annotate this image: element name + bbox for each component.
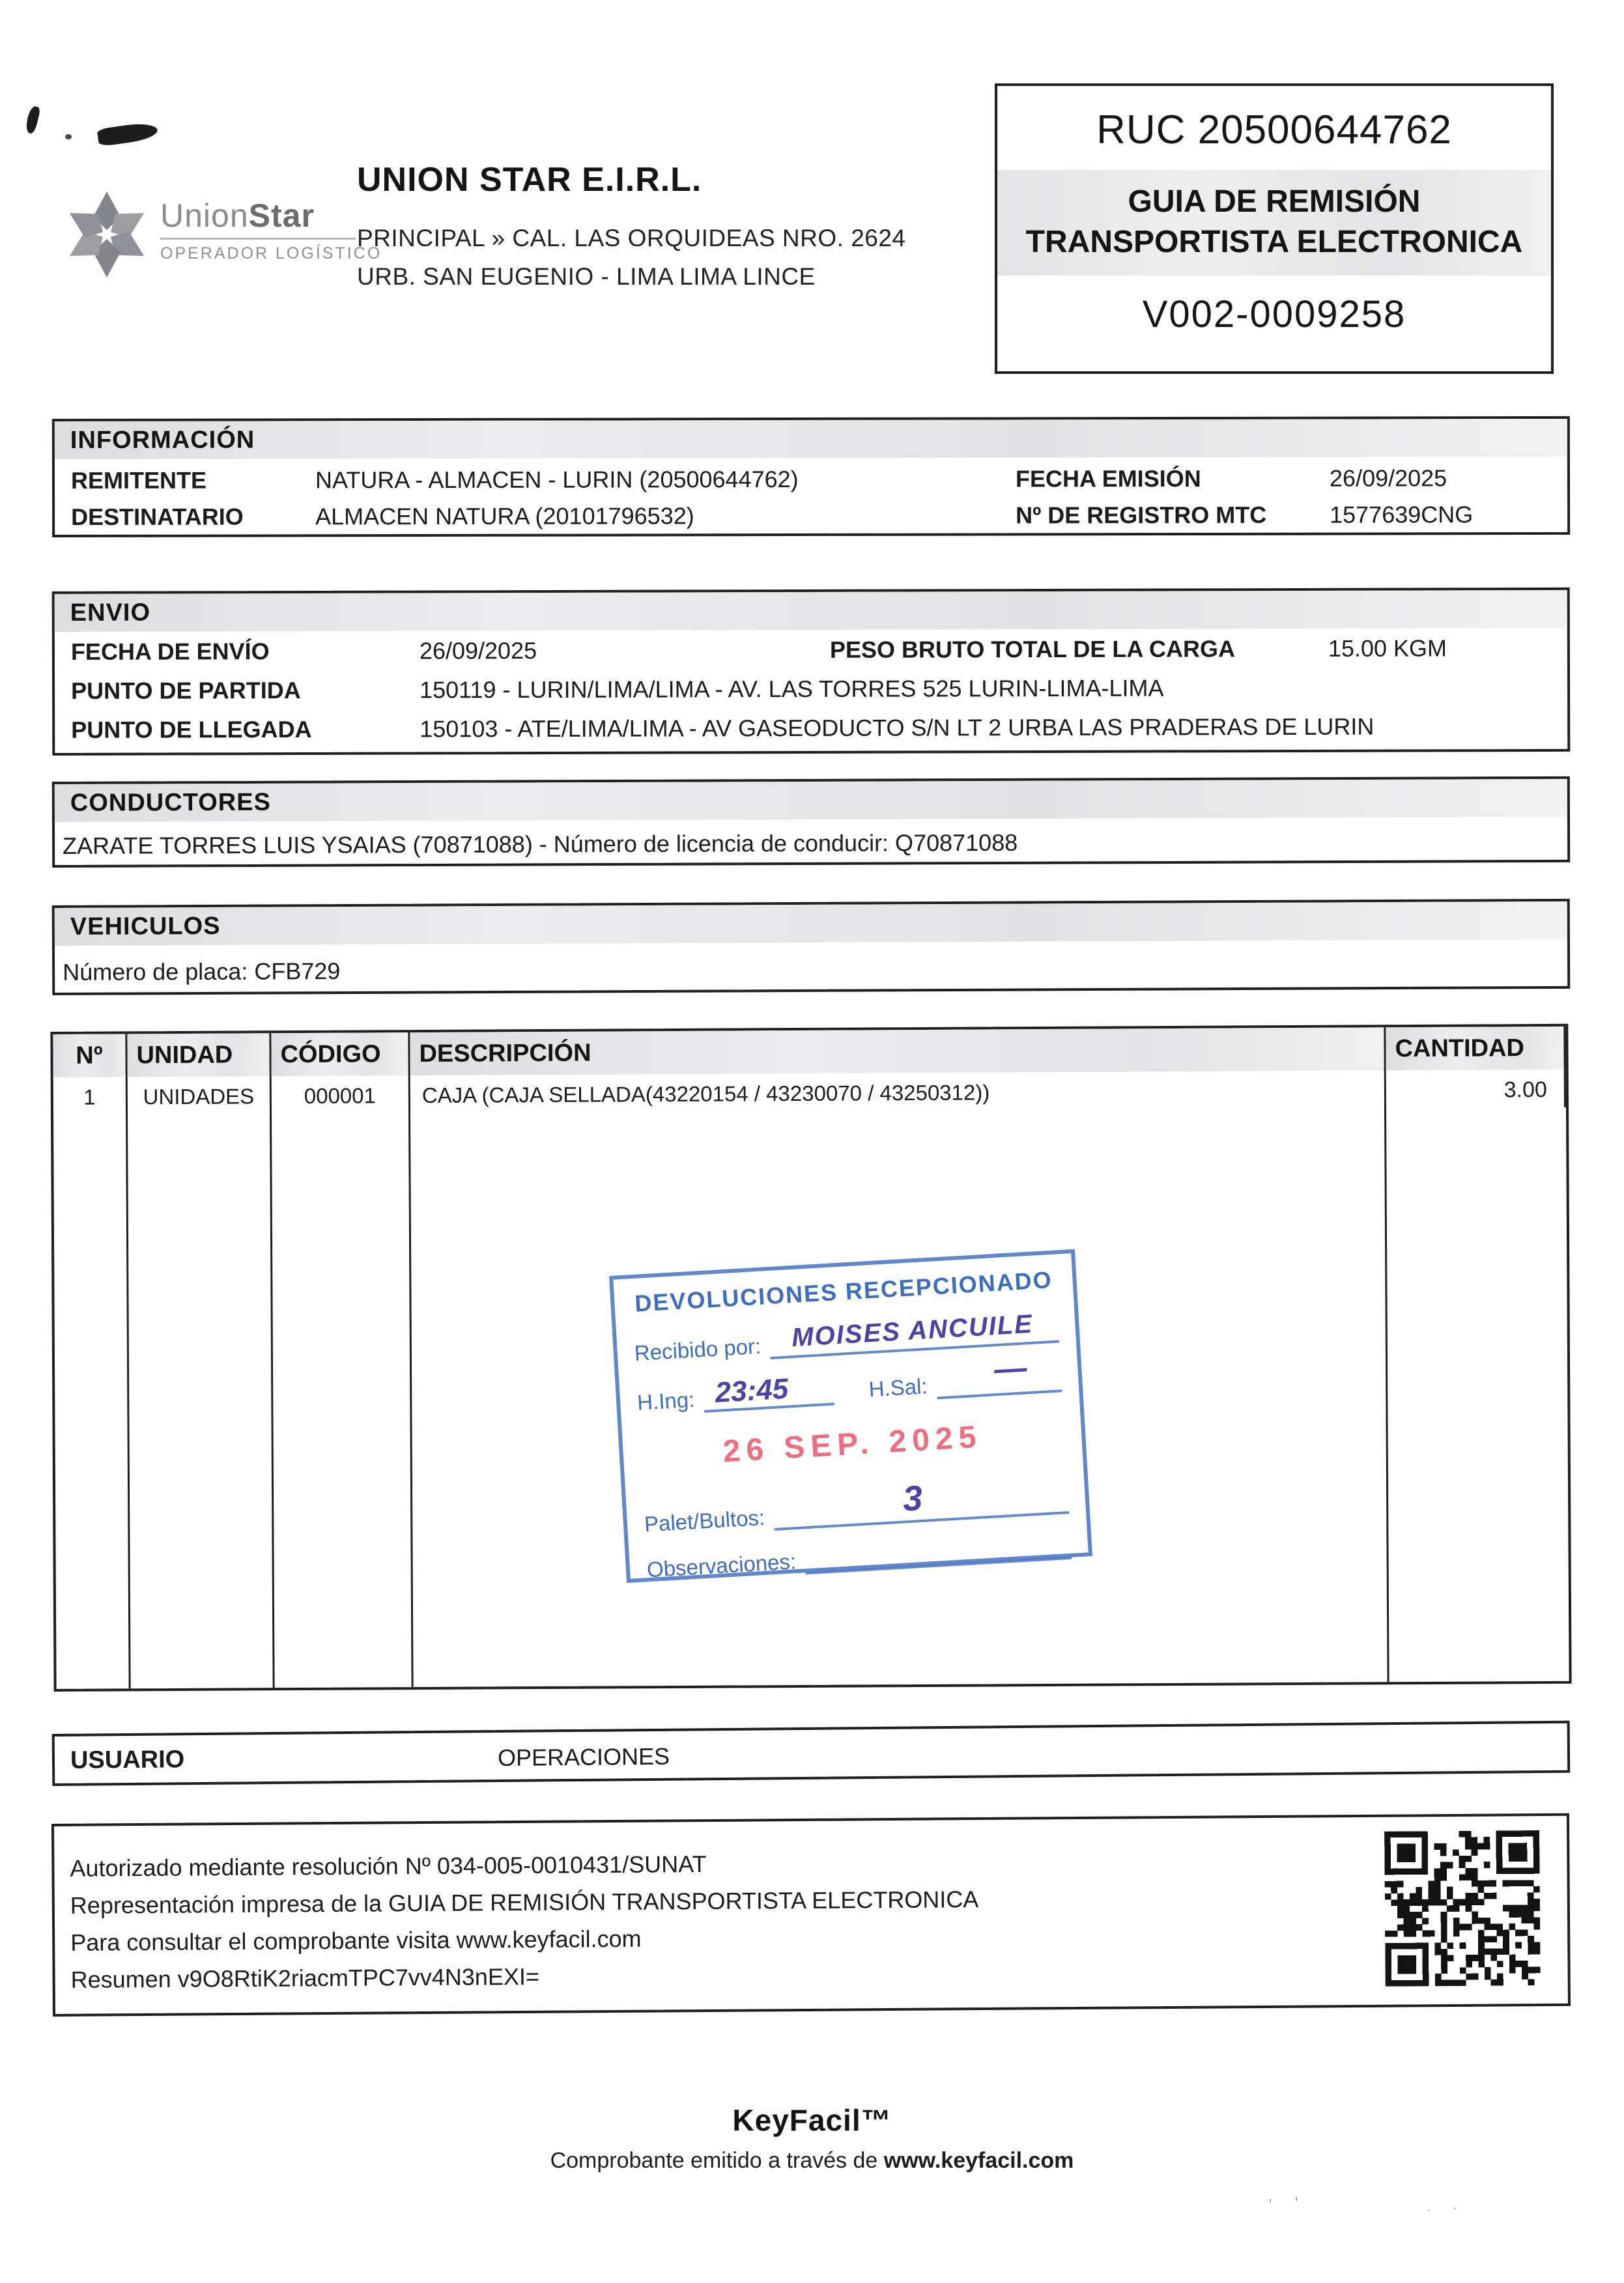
logo-word-star: Star <box>248 197 315 234</box>
scan-artifact: · · <box>1426 2200 1467 2218</box>
footer-tagline <box>0 2148 1624 2174</box>
fecha-emision-label: FECHA EMISIÓN <box>1015 464 1201 492</box>
hora-salida-handwriting: — <box>993 1349 1028 1388</box>
table-filler <box>128 1114 275 1688</box>
usuario-label: USUARIO <box>70 1746 185 1774</box>
company-name: UNION STAR E.I.R.L. <box>357 161 702 199</box>
fecha-emision-value: 26/09/2025 <box>1329 464 1447 492</box>
document-type <box>997 170 1551 276</box>
authorization-line-2: Representación impresa de la GUIA DE REMISIÓN TRANSPORTISTA ELECTRONICA <box>70 1886 979 1919</box>
conductores-section <box>52 776 1570 868</box>
recibido-por-handwriting: MOISES ANCUILE <box>791 1309 1034 1352</box>
document-id-box <box>995 83 1554 374</box>
vehiculo-detail: Número de placa: CFB729 <box>63 957 341 986</box>
table-filler <box>53 1114 131 1689</box>
hora-ingreso-label: H.Ing: <box>636 1387 696 1415</box>
item-row-cantidad: 3.00 <box>1386 1070 1566 1108</box>
reception-stamp <box>609 1249 1092 1583</box>
keyfacil-brand: KeyFacil™ <box>732 2103 892 2137</box>
item-row-numero: 1 <box>53 1077 128 1115</box>
vehiculos-title: VEHICULOS <box>55 901 1567 946</box>
informacion-section <box>52 416 1570 537</box>
logo-wordmark <box>160 199 382 232</box>
punto-llegada-label: PUNTO DE LLEGADA <box>71 715 312 743</box>
recibido-por-label: Recibido por: <box>633 1333 762 1365</box>
col-header-codigo: CÓDIGO <box>271 1032 410 1076</box>
logo-divider <box>160 238 356 240</box>
authorization-line-1: Autorizado mediante resolución Nº 034-005-0010431/SUNAT <box>70 1850 707 1882</box>
peso-bruto-value: 15.00 KGM <box>1328 634 1447 662</box>
conductor-detail: ZARATE TORRES LUIS YSAIAS (70871088) - Número de licencia de conducir: Q70871088 <box>63 829 1018 859</box>
ruc-number: RUC 20500644762 <box>1096 107 1452 152</box>
punto-partida-value: 150119 - LURIN/LIMA/LIMA - AV. LAS TORRES 525 LURIN-LIMA-LIMA <box>420 674 1164 703</box>
address-line-2: URB. SAN EUGENIO - LIMA LIMA LINCE <box>357 263 816 290</box>
palet-bultos-line <box>773 1478 1070 1531</box>
logo-subtitle: OPERADOR LOGÍSTICO <box>160 244 382 262</box>
peso-bruto-label: PESO BRUTO TOTAL DE LA CARGA <box>829 635 1236 663</box>
logo-text <box>160 185 382 263</box>
registro-mtc-value: 1577639CNG <box>1330 501 1474 528</box>
palet-bultos-handwriting: 3 <box>902 1478 924 1519</box>
hora-ingreso-handwriting: 23:45 <box>714 1372 790 1409</box>
ink-smudge <box>65 134 72 139</box>
date-stamp: 26 SEP. 2025 <box>722 1419 983 1469</box>
stamp-horas-row <box>636 1349 1062 1416</box>
remitente-value: NATURA - ALMACEN - LURIN (20500644762) <box>315 466 799 494</box>
authorization-line-3: Para consultar el comprobante visita www.keyfacil.com <box>70 1925 642 1956</box>
document-type-line-1: GUIA DE REMISIÓN <box>1128 184 1421 219</box>
company-logo <box>64 185 382 283</box>
item-row-unidad: UNIDADES <box>128 1076 272 1114</box>
item-row-descripcion: CAJA (CAJA SELLADA(43220154 / 43230070 / 43250312)) <box>410 1070 1386 1113</box>
col-header-unidad: UNIDAD <box>127 1033 271 1077</box>
authorization-line-4: Resumen v9O8RtiK2riacmTPC7vv4N3nEXI= <box>70 1963 540 1993</box>
fecha-envio-value: 26/09/2025 <box>419 637 537 664</box>
usuario-section <box>52 1721 1571 1786</box>
envio-title: ENVIO <box>55 590 1567 632</box>
qr-code <box>1384 1830 1541 1987</box>
hora-ingreso-line <box>703 1372 834 1412</box>
document-number: V002-0009258 <box>1142 293 1406 335</box>
table-filler <box>1386 1107 1569 1682</box>
stamp-title: DEVOLUCIONES RECEPCIONADO <box>634 1266 1053 1317</box>
tagline-url: www.keyfacil.com <box>883 2148 1074 2173</box>
ink-smudge <box>97 121 159 147</box>
authorization-section <box>51 1813 1571 2017</box>
star-logo-icon <box>64 185 150 283</box>
col-header-descripcion: DESCRIPCIÓN <box>410 1027 1386 1075</box>
palet-bultos-label: Palet/Bultos: <box>643 1505 766 1537</box>
destinatario-value: ALMACEN NATURA (20101796532) <box>315 502 694 530</box>
stamp-palet-row <box>643 1478 1070 1538</box>
item-row-codigo: 000001 <box>272 1075 410 1114</box>
company-address <box>357 219 906 296</box>
hora-salida-label: H.Sal: <box>868 1374 928 1402</box>
scan-artifact: ' ' <box>1268 2192 1309 2215</box>
destinatario-label: DESTINATARIO <box>71 503 244 530</box>
tagline-prefix: Comprobante emitido a través de <box>550 2148 884 2173</box>
informacion-title: INFORMACIÓN <box>55 419 1567 459</box>
logo-word-union: Union <box>160 197 249 234</box>
page-footer <box>0 2103 1624 2174</box>
remitente-label: REMITENTE <box>70 466 207 494</box>
authorization-text <box>54 1816 1568 1998</box>
address-line-1: PRINCIPAL » CAL. LAS ORQUIDEAS NRO. 2624 <box>357 225 906 251</box>
punto-llegada-value: 150103 - ATE/LIMA/LIMA - AV GASEODUCTO S/N LT 2 URBA LAS PRADERAS DE LURIN <box>420 713 1375 743</box>
ink-smudge <box>24 106 41 135</box>
table-filler <box>272 1113 414 1688</box>
vehiculos-section <box>52 899 1571 995</box>
conductores-title: CONDUCTORES <box>55 779 1567 822</box>
col-header-cantidad: CANTIDAD <box>1386 1027 1565 1070</box>
document-type-line-2: TRANSPORTISTA ELECTRONICA <box>1025 225 1523 259</box>
hora-salida-line <box>935 1349 1062 1399</box>
usuario-value: OPERACIONES <box>497 1742 670 1772</box>
registro-mtc-label: Nº DE REGISTRO MTC <box>1016 501 1267 529</box>
punto-partida-label: PUNTO DE PARTIDA <box>71 677 301 704</box>
observaciones-label: Observaciones: <box>646 1549 797 1582</box>
col-header-numero: Nº <box>53 1034 127 1077</box>
fecha-envio-label: FECHA DE ENVÍO <box>70 638 270 665</box>
envio-section <box>52 588 1571 756</box>
